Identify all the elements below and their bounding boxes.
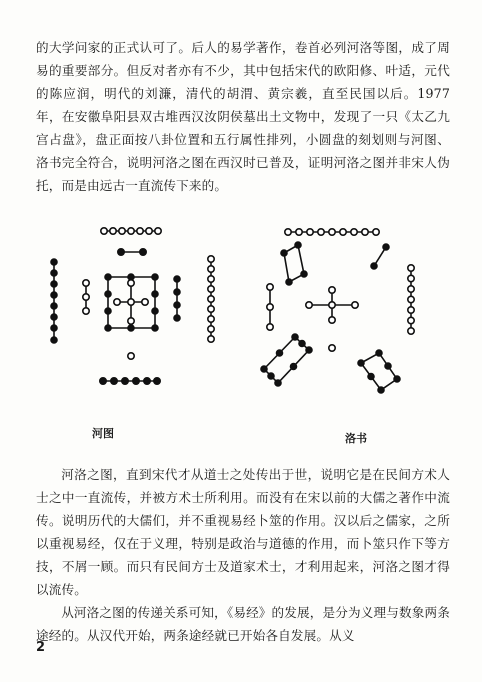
hetu-caption: 河图: [92, 427, 114, 440]
hetu-diagram: [51, 228, 214, 384]
luoshu-diagram: [261, 229, 414, 393]
page-number: 2: [36, 640, 46, 655]
paragraph-1: 的大学问家的正式认可了。后人的易学著作，卷首必列河洛等图，成了周易的重要部分。但反对者亦有不少，其中包括宋代的欧阳修、叶适，元代的陈应润，明代的刘濂，清代的胡渭、黄宗羲，直至民国以后。1977 年，在安徽阜阳县双古堆西汉汝阴侯墓出土文物中，发现了一只《太乙九宫占盘》，盘正面按八卦位置和五行属性排列，小圆盘的刻划则与河图、洛书完全符合，说明河洛之图在西汉时已普及，证明河洛之图并非宋人伪托，而是由远古一直流传下来的。: [36, 40, 450, 193]
luoshu-caption: 洛书: [345, 432, 367, 445]
paragraph-2: 河洛之图，直到宋代才从道士之处传出于世，说明它是在民间方术人士之中一直流传，并被方术士所利用。而没有在宋以前的大儒之著作中流传。说明历代的大儒们，并不重视易经卜筮的作用。汉以后之儒家，之所以重视易经，仅在于义理，特别是政治与道德的作用，而卜筮只作下等方技，不屑一顾。而只有民间方士及道家术士，才利用起来，河洛之图才得以流传。: [36, 467, 450, 597]
paragraph-3: 从河洛之图的传递关系可知，《易经》的发展，是分为义理与数象两条途经的。从汉代开始，两条途经就已开始各自发展。从义: [36, 605, 450, 643]
